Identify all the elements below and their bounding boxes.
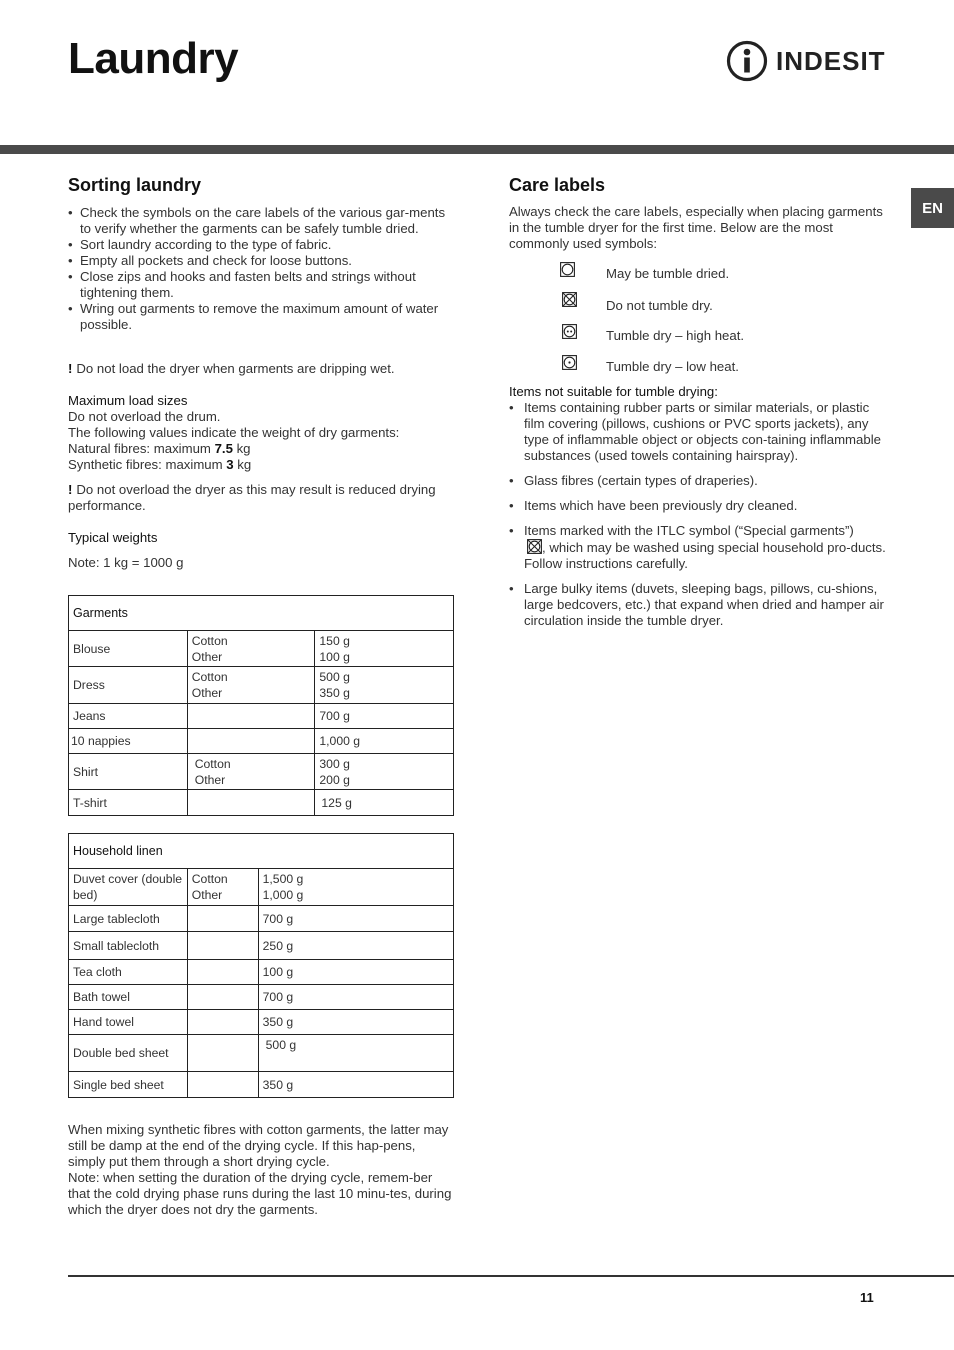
type-cell: Cotton Other <box>187 754 315 790</box>
table-row <box>69 1010 454 1035</box>
synthetic-unit: kg <box>233 457 252 472</box>
type-cell <box>187 906 258 932</box>
care-intro: Always check the care labels, especially when placing garments in the tumble dryer for the first time. Below are the most commonly used symbols: <box>509 204 883 251</box>
table-header: Garments <box>69 596 454 631</box>
mixing-paragraph: When mixing synthetic fibres with cotton garments, the latter may still be damp at the end of the drying cycle. If this hap-pens, simply put them through a short drying cycle. <box>68 1122 449 1169</box>
max-load-section <box>68 393 453 473</box>
garments-table <box>68 595 454 816</box>
language-tab: EN <box>911 188 954 228</box>
list-item: • Check the symbols on the care labels of the various gar-ments to verify whether the garments can be safely tumble dried. <box>68 205 448 237</box>
weight-cell: 100 g <box>258 960 453 985</box>
weight-cell: 125 g <box>315 790 454 816</box>
list-item: • Empty all pockets and check for loose buttons. <box>68 253 448 269</box>
item-cell: Bath towel <box>69 985 188 1010</box>
warning-text: Do not overload the dryer as this may result is reduced drying performance. <box>68 482 436 513</box>
weight-cell: 350 g <box>258 1010 453 1035</box>
table-row <box>69 906 454 932</box>
weight-cell: 1,000 g <box>315 729 454 754</box>
type-cell <box>187 1035 258 1072</box>
type-cell: Cotton Other <box>187 869 258 906</box>
type-cell <box>187 790 315 816</box>
item-cell: Duvet cover (double bed) <box>69 869 188 906</box>
item-cell: Blouse <box>69 631 188 667</box>
list-item: • Large bulky items (duvets, sleeping bags, pillows, cu-shions, large bedcovers, etc.) that expand when dried and hamper air circulation inside the tumble dryer. <box>509 581 887 629</box>
weight-cell: 700 g <box>315 704 454 729</box>
weight-cell: 150 g 100 g <box>315 631 454 667</box>
page-title: Laundry <box>68 34 239 83</box>
header-divider <box>0 145 954 154</box>
table-row <box>69 729 454 754</box>
list-item <box>509 523 887 572</box>
type-cell <box>187 1072 258 1098</box>
weight-cell: 700 g <box>258 906 453 932</box>
care-symbol-label: Tumble dry – low heat. <box>606 359 739 374</box>
list-item: • Sort laundry according to the type of fabric. <box>68 237 448 253</box>
synthetic-value: 3 <box>226 457 234 472</box>
type-cell <box>187 729 315 754</box>
itlc-special-garments-icon <box>527 539 542 554</box>
table-row <box>69 790 454 816</box>
table-row <box>69 869 454 906</box>
list-item: • Glass fibres (certain types of draperies). <box>509 473 887 489</box>
list-item: • Wring out garments to remove the maximum amount of water possible. <box>68 301 448 333</box>
type-cell: Cotton Other <box>187 631 315 667</box>
weight-note: Note: 1 kg = 1000 g <box>68 555 184 570</box>
weight-cell: 250 g <box>258 932 453 960</box>
warning-icon: ! <box>68 482 73 497</box>
type-cell: Cotton Other <box>187 667 315 704</box>
table-row <box>69 704 454 729</box>
itlc-text-after: , which may be washed using special household pro-ducts. Follow instructions carefully. <box>524 540 886 571</box>
warning-text: Do not load the dryer when garments are dripping wet. <box>76 361 395 376</box>
weight-cell: 300 g 200 g <box>315 754 454 790</box>
type-cell <box>187 960 258 985</box>
type-cell <box>187 1010 258 1035</box>
closing-paragraphs <box>68 1122 453 1218</box>
max-load-line2: The following values indicate the weight of dry garments: <box>68 425 400 440</box>
sorting-heading: Sorting laundry <box>68 175 202 195</box>
natural-label: Natural fibres: maximum <box>68 441 215 456</box>
page-number: 11 <box>860 1290 874 1305</box>
item-cell: Jeans <box>69 704 188 729</box>
brand-name: INDESIT <box>776 45 886 76</box>
max-load-line1: Do not overload the drum. <box>68 409 221 424</box>
synthetic-fibres-line <box>68 457 453 473</box>
list-item: • Items containing rubber parts or similar materials, or plastic film covering (pillows, cushions or PVC sports jackets), any type of inflammable object or objects con-taining inflammable substances (used towels containing hairspray). <box>509 400 887 464</box>
item-cell: Large tablecloth <box>69 906 188 932</box>
warning-icon: ! <box>68 361 73 376</box>
max-load-heading: Maximum load sizes <box>68 393 188 408</box>
type-cell <box>187 704 315 729</box>
table-row <box>69 631 454 667</box>
weight-cell: 500 g <box>258 1035 453 1072</box>
item-cell: Double bed sheet <box>69 1035 188 1072</box>
warning-overload <box>68 482 453 514</box>
do-not-tumble-dry-icon <box>562 292 577 307</box>
item-cell: Small tablecloth <box>69 932 188 960</box>
table-row <box>69 667 454 704</box>
weight-cell: 350 g <box>258 1072 453 1098</box>
itlc-text-before: Items marked with the ITLC symbol (“Special garments”) <box>524 523 854 538</box>
household-linen-table <box>68 833 454 1098</box>
weight-cell: 500 g 350 g <box>315 667 454 704</box>
item-cell: Shirt <box>69 754 188 790</box>
type-cell <box>187 985 258 1010</box>
table-row <box>69 932 454 960</box>
item-cell: Single bed sheet <box>69 1072 188 1098</box>
natural-value: 7.5 <box>214 441 233 456</box>
table-header: Household linen <box>69 834 454 869</box>
table-row <box>69 985 454 1010</box>
table-row <box>69 960 454 985</box>
synthetic-label: Synthetic fibres: maximum <box>68 457 227 472</box>
natural-unit: kg <box>232 441 251 456</box>
care-heading: Care labels <box>509 175 606 195</box>
table-row <box>69 754 454 790</box>
tumble-dry-high-heat-icon <box>562 324 577 339</box>
item-cell: Dress <box>69 667 188 704</box>
item-cell: T-shirt <box>69 790 188 816</box>
type-cell <box>187 932 258 960</box>
care-symbol-label: Do not tumble dry. <box>606 298 713 313</box>
tumble-dry-low-heat-icon <box>562 355 577 370</box>
typical-weights-heading: Typical weights <box>68 530 158 545</box>
sorting-list <box>68 205 448 333</box>
footer-divider <box>68 1275 954 1277</box>
weight-cell: 700 g <box>258 985 453 1010</box>
natural-fibres-line <box>68 441 453 457</box>
weight-cell: 1,500 g 1,000 g <box>258 869 453 906</box>
warning-dripping <box>68 361 453 377</box>
tumble-dry-icon <box>560 262 575 277</box>
item-cell: Hand towel <box>69 1010 188 1035</box>
care-symbol-label: Tumble dry – high heat. <box>606 328 745 343</box>
table-row <box>69 1035 454 1072</box>
not-suitable-list <box>509 400 887 638</box>
indesit-logo-icon <box>726 40 768 82</box>
list-item: • Close zips and hooks and fasten belts and strings without tightening them. <box>68 269 448 301</box>
table-row <box>69 1072 454 1098</box>
list-item: • Items which have been previously dry cleaned. <box>509 498 887 514</box>
care-symbol-label: May be tumble dried. <box>606 266 730 281</box>
item-cell: 10 nappies <box>69 729 188 754</box>
not-suitable-heading: Items not suitable for tumble drying: <box>509 384 718 399</box>
item-cell: Tea cloth <box>69 960 188 985</box>
brand-logo <box>726 40 886 82</box>
note-paragraph: Note: when setting the duration of the drying cycle, remem-ber that the cold drying phase runs during the last 10 minu-tes, during which the dryer does not dry the garments. <box>68 1170 452 1217</box>
